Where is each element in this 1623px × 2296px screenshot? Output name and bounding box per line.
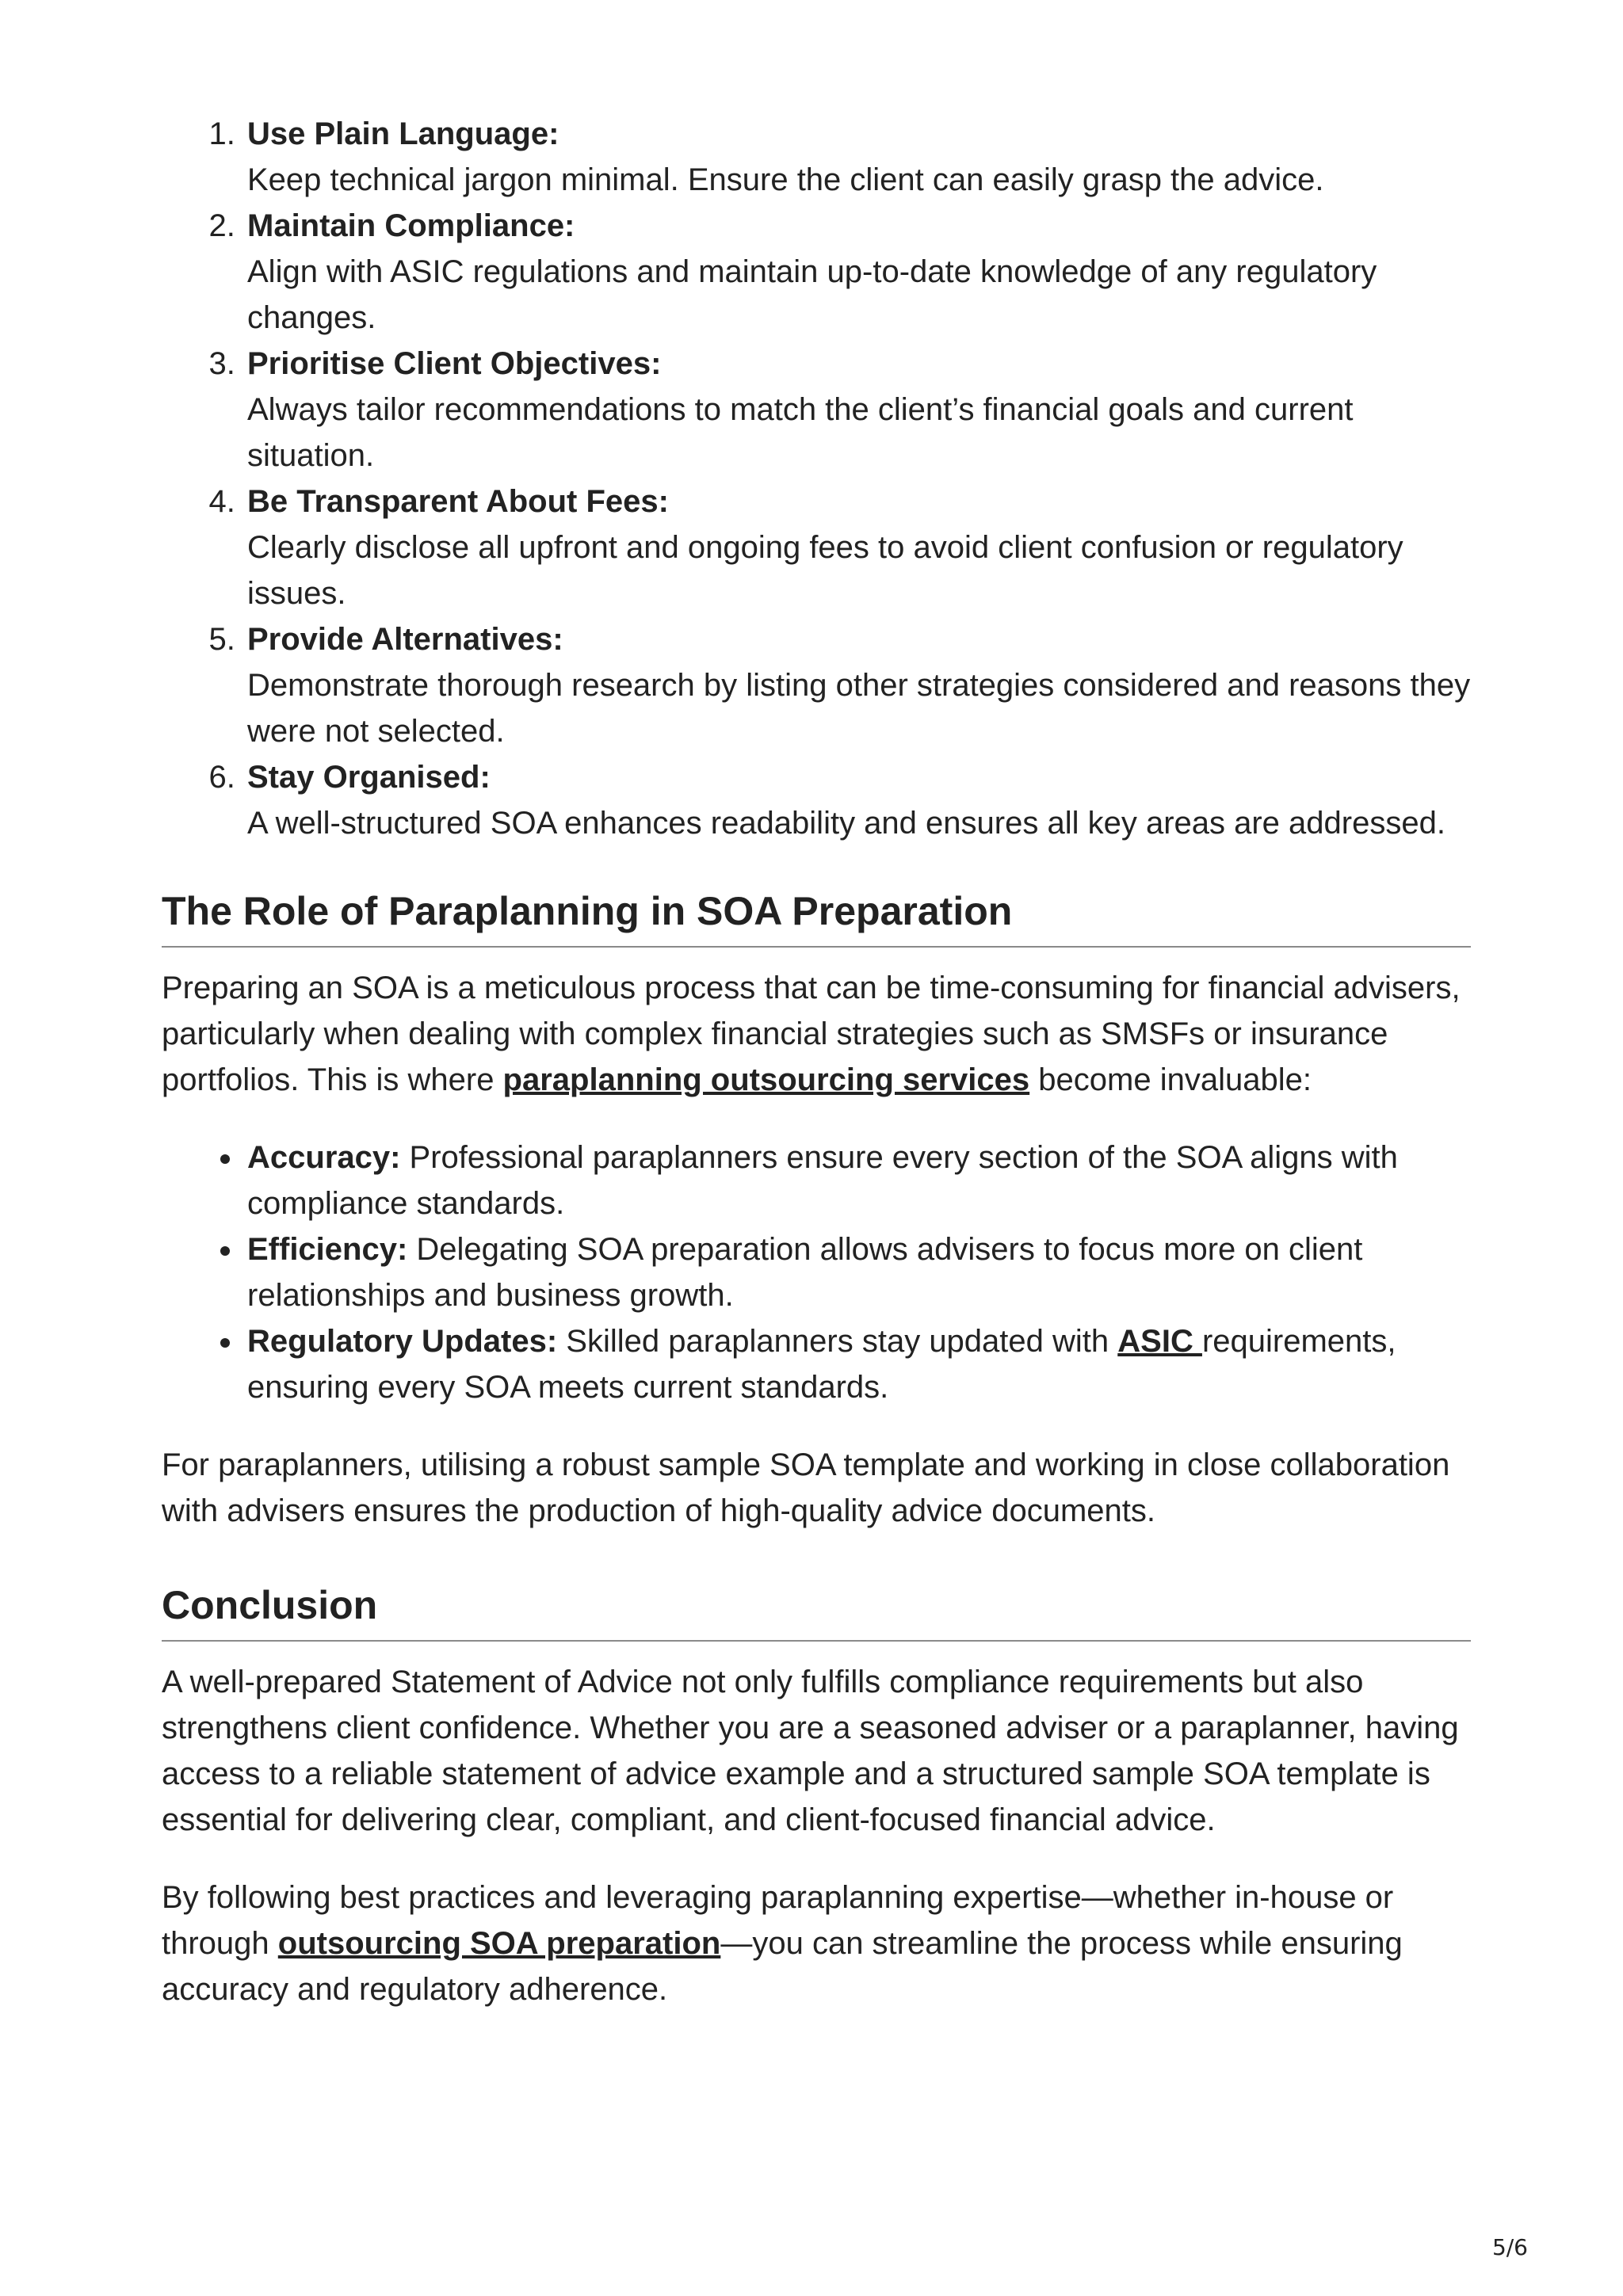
section-heading-conclusion: Conclusion bbox=[162, 1580, 1471, 1642]
tip-text: Align with ASIC regulations and maintain up-to-date knowledge of any regulatory changes. bbox=[247, 254, 1377, 335]
tip-title: 2. Maintain Compliance: bbox=[247, 208, 575, 243]
list-item bbox=[244, 1135, 1471, 1226]
list-item bbox=[244, 754, 1471, 846]
tip-text: A well-structured SOA enhances readability and ensures all key areas are addressed. bbox=[247, 806, 1445, 841]
tip-text: Keep technical jargon minimal. Ensure the client can easily grasp the advice. bbox=[247, 162, 1324, 197]
benefit-text: Professional paraplanners ensure every section of the SOA aligns with compliance standards. bbox=[247, 1140, 1398, 1221]
tip-title: 4. Be Transparent About Fees: bbox=[247, 484, 669, 519]
benefit-text-end: requirements, ensuring every SOA meets current standards. bbox=[247, 1324, 1396, 1405]
benefit-text: Skilled paraplanners stay updated with bbox=[557, 1324, 1118, 1359]
tip-title: 5. Provide Alternatives: bbox=[247, 622, 563, 657]
role-intro-text: Preparing an SOA is a meticulous process that can be time-consuming for financial advisers, particularly when dealing with complex financial strategies such as SMSFs or insurance portfolios. This is where bbox=[162, 971, 1461, 1097]
document-page bbox=[162, 111, 1471, 2012]
role-closing-paragraph: For paraplanners, utilising a robust sample SOA template and working in close collaboration with advisers ensures the production of high-quality advice documents. bbox=[162, 1447, 1450, 1528]
list-item bbox=[244, 341, 1471, 479]
best-practices-list bbox=[162, 111, 1471, 846]
paraplanning-benefits-list bbox=[162, 1135, 1471, 1410]
benefit-text: Delegating SOA preparation allows advisers to focus more on client relationships and business growth. bbox=[247, 1232, 1363, 1313]
conclusion-text: By following best practices and leveraging paraplanning expertise—whether in-house or through bbox=[162, 1880, 1394, 1961]
tip-title: 1. Use Plain Language: bbox=[247, 116, 559, 151]
tip-text: Always tailor recommendations to match the client’s financial goals and current situation. bbox=[247, 392, 1354, 473]
benefit-label: Accuracy: bbox=[247, 1140, 401, 1175]
paraplanning-outsourcing-link[interactable]: paraplanning outsourcing services bbox=[502, 1062, 1030, 1097]
list-item bbox=[244, 616, 1471, 754]
list-item bbox=[244, 1318, 1471, 1410]
tip-text: Demonstrate thorough research by listing other strategies considered and reasons they were not selected. bbox=[247, 668, 1471, 749]
role-intro-text-end: become invaluable: bbox=[1029, 1062, 1312, 1097]
section-heading-paraplanning-role: The Role of Paraplanning in SOA Preparation bbox=[162, 886, 1471, 948]
benefit-label: Efficiency: bbox=[247, 1232, 408, 1267]
list-item bbox=[244, 203, 1471, 341]
tip-title: 6. Stay Organised: bbox=[247, 760, 491, 795]
list-item bbox=[244, 1226, 1471, 1318]
asic-link[interactable]: ASIC bbox=[1117, 1324, 1202, 1359]
page-number: 5/6 bbox=[1491, 2234, 1528, 2260]
benefit-label: Regulatory Updates: bbox=[247, 1324, 558, 1359]
conclusion-paragraph-2 bbox=[162, 1875, 1471, 2012]
outsourcing-soa-preparation-link[interactable]: outsourcing SOA preparation bbox=[277, 1926, 721, 1961]
conclusion-text-end: —you can streamline the process while ensuring accuracy and regulatory adherence. bbox=[162, 1926, 1403, 2007]
conclusion-paragraph-1: A well-prepared Statement of Advice not only fulfills compliance requirements but also strengthens client confidence. Whether you are a seasoned adviser or a paraplanner, having access to a reliable statement of advice example and a structured sample SOA template is essential for delivering clear, compliant, and client-focused financial advice. bbox=[162, 1665, 1459, 1837]
tip-title: 3. Prioritise Client Objectives: bbox=[247, 346, 662, 381]
list-item bbox=[244, 111, 1471, 203]
tip-text: Clearly disclose all upfront and ongoing fees to avoid client confusion or regulatory issues. bbox=[247, 530, 1403, 611]
role-intro-paragraph bbox=[162, 965, 1471, 1103]
list-item bbox=[244, 479, 1471, 616]
